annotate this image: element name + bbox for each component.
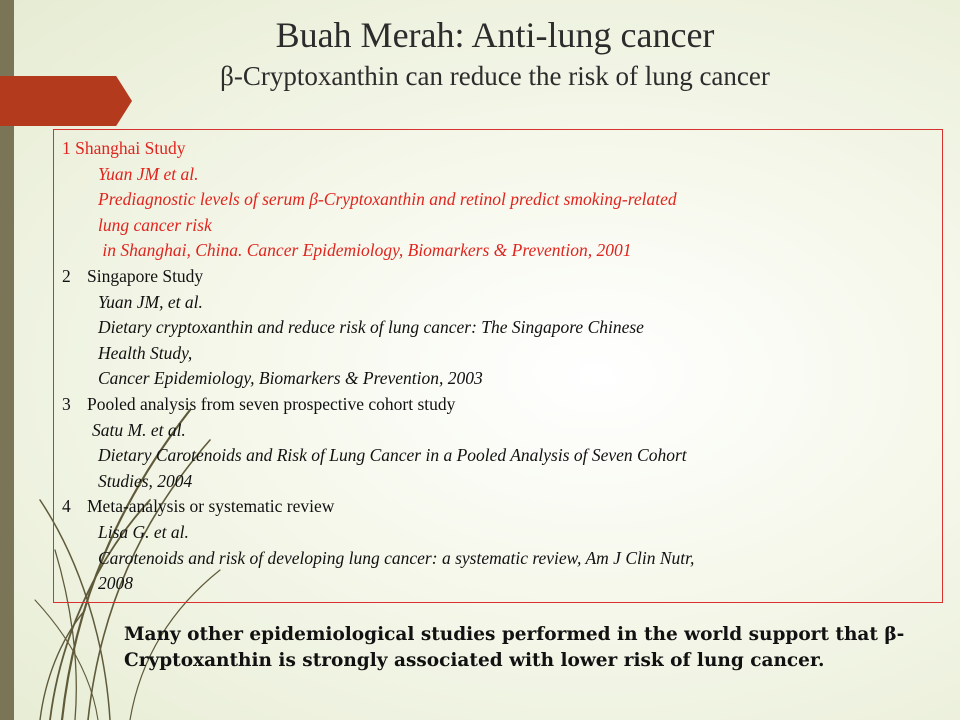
references-box [53, 129, 943, 603]
reference-3-line: Dietary Carotenoids and Risk of Lung Cancer in a Pooled Analysis of Seven Cohort [98, 445, 687, 466]
reference-1-authors: Yuan JM et al. [98, 163, 199, 184]
conclusion-text: Many other epidemiological studies performed in the world support that β-Cryptoxanthin is strongly associated with lower risk of lung cancer. [124, 624, 905, 671]
slide-subtitle: β-Cryptoxanthin can reduce the risk of lung cancer [220, 61, 770, 91]
reference-2-line: Health Study, [98, 342, 193, 363]
reference-2-line: Dietary cryptoxanthin and reduce risk of lung cancer: The Singapore Chinese [98, 317, 644, 338]
reference-1-line: lung cancer risk [98, 214, 212, 235]
reference-3-authors: Satu M. et al. [92, 419, 186, 440]
reference-4-line: 2008 [98, 573, 133, 594]
reference-3-line: Studies, 2004 [98, 470, 193, 491]
reference-1-line: Prediagnostic levels of serum β-Cryptoxanthin and retinol predict smoking-related [98, 189, 677, 210]
reference-2-heading: 2 Singapore Study [62, 265, 204, 286]
reference-4-heading: 4 Meta-analysis or systematic review [62, 496, 335, 517]
reference-2-line: Cancer Epidemiology, Biomarkers & Prevention, 2003 [98, 368, 483, 389]
reference-4-authors: Lisa G. et al. [98, 521, 189, 542]
reference-3-heading: 3 Pooled analysis from seven prospective cohort study [62, 393, 456, 414]
reference-2-authors: Yuan JM, et al. [98, 291, 203, 312]
reference-1-line: in Shanghai, China. Cancer Epidemiology, Biomarkers & Prevention, 2001 [98, 240, 632, 261]
reference-1-heading: 1 Shanghai Study [62, 138, 186, 158]
reference-4-line: Carotenoids and risk of developing lung cancer: a systematic review, Am J Clin Nutr, [98, 547, 695, 568]
slide-title: Buah Merah: Anti-lung cancer [275, 15, 715, 55]
